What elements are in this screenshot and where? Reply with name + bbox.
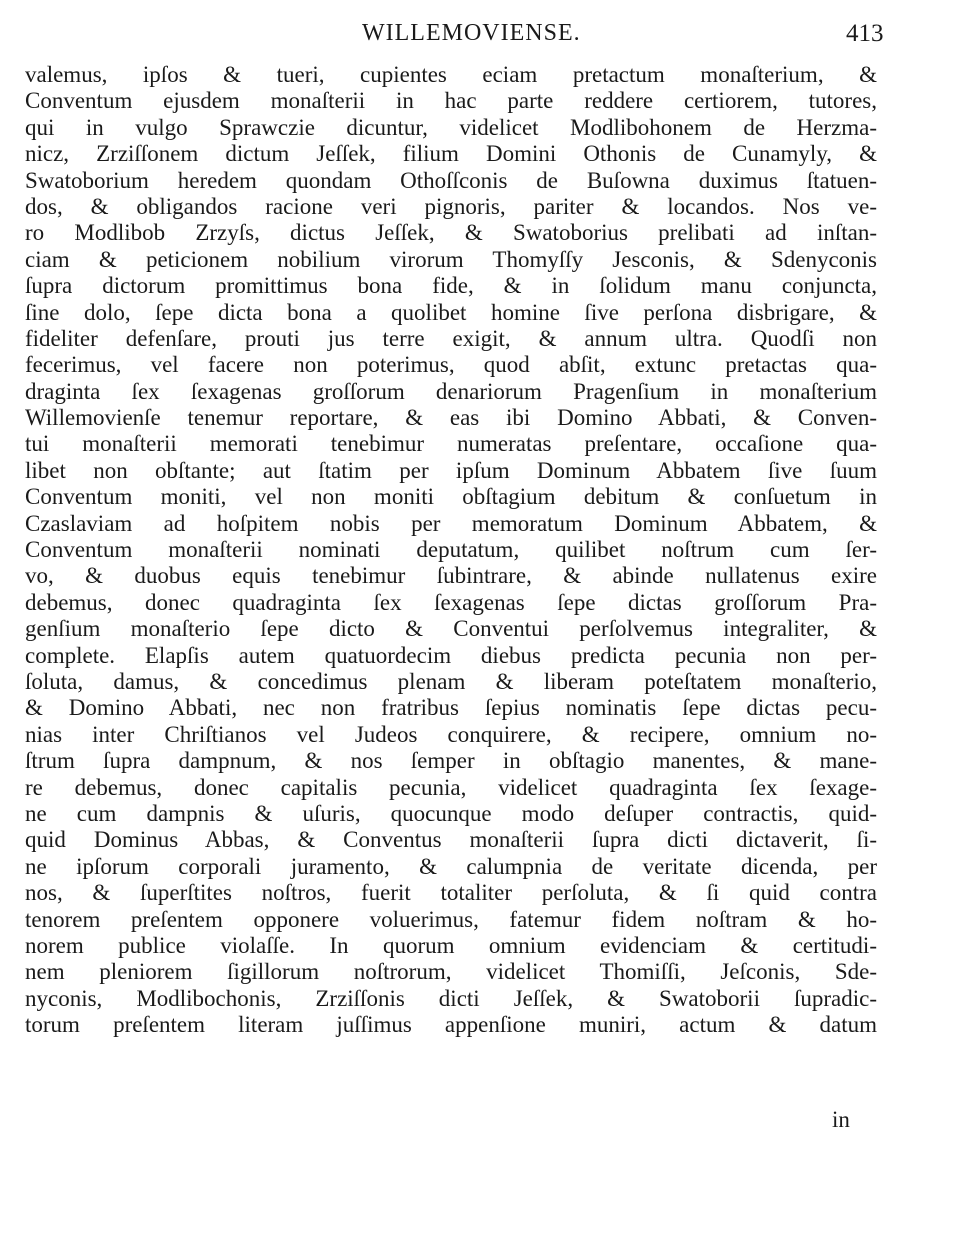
text-line: ne cum dampnis & uſuris, quocunque modo deſuper contractis, quid- <box>25 800 877 826</box>
text-line: ſoluta, damus, & concedimus plenam & liberam poteſtatem monaſterio, <box>25 668 877 694</box>
text-line: draginta ſex ſexagenas groſſorum denariorum Pragenſium in monaſterium <box>25 378 877 404</box>
text-line: Conventum ejusdem monaſterii in hac parte reddere certiorem, tutores, <box>25 88 877 114</box>
text-line: libet non obſtante; aut ſtatim per ipſum Dominum Abbatem ſive ſuum <box>25 457 877 483</box>
text-line: fideliter defenſare, prouti jus terre exigit, & annum ultra. Quodſi non <box>25 325 877 351</box>
text-line: genſium monaſterio ſepe dicto & Conventui perſolvemus integraliter, & <box>25 616 877 642</box>
text-line: nos, & ſuperſtites noſtros, fuerit totaliter perſoluta, & ſi quid contra <box>25 880 877 906</box>
text-line: qui in vulgo Sprawczie dicuntur, videlicet Modlibohonem de Herzma- <box>25 114 877 140</box>
text-line: & Domino Abbati, nec non fratribus ſepius nominatis ſepe dictas pecu- <box>25 695 877 721</box>
text-line: vo, & duobus equis tenebimur ſubintrare, & abinde nullatenus exire <box>25 563 877 589</box>
body-text <box>25 62 877 1038</box>
text-line: ſtrum ſupra dampnum, & nos ſemper in obſtagio manentes, & mane- <box>25 748 877 774</box>
text-line: ro Modlibob Zrzyſs, dictus Jeſſek, & Swatoborius prelibati ad inſtan- <box>25 220 877 246</box>
text-line: ne ipſorum corporali juramento, & calumpnia de veritate dicenda, per <box>25 853 877 879</box>
text-line: fecerimus, vel facere non poterimus, quod abſit, extunc pretactas qua- <box>25 352 877 378</box>
text-line: re debemus, donec capitalis pecunia, videlicet quadraginta ſex ſexage- <box>25 774 877 800</box>
page-number: 413 <box>846 20 884 47</box>
text-line: nias inter Chriſtianos vel Judeos conquirere, & recipere, omnium no- <box>25 721 877 747</box>
text-line: tenorem preſentem opponere voluerimus, fatemur fidem noſtram & ho- <box>25 906 877 932</box>
catchword: in <box>832 1107 850 1132</box>
text-line: tui monaſterii memorati tenebimur numeratas preſentare, occaſione qua- <box>25 431 877 457</box>
running-title: WILLEMOVIENSE. <box>362 20 581 46</box>
text-line: dos, & obligandos racione veri pignoris, pariter & locandos. Nos ve- <box>25 193 877 219</box>
text-line: Czaslaviam ad hoſpitem nobis per memoratum Dominum Abbatem, & <box>25 510 877 536</box>
text-line: Swatoborium heredem quondam Othoſſconis de Buſowna duximus ſtatuen- <box>25 167 877 193</box>
text-line: torum preſentem literam juſſimus appenſione muniri, actum & datum <box>25 1012 877 1038</box>
text-line: debemus, donec quadraginta ſex ſexagenas ſepe dictas groſſorum Pra- <box>25 589 877 615</box>
text-line: ſine dolo, ſepe dicta bona a quolibet homine ſive perſona disbrigare, & <box>25 299 877 325</box>
text-line: Willemovienſe tenemur reportare, & eas ibi Domino Abbati, & Conven- <box>25 405 877 431</box>
text-line: Conventum moniti, vel non moniti obſtagium debitum & conſuetum in <box>25 484 877 510</box>
text-line: norem publice violaſſe. In quorum omnium evidenciam & certitudi- <box>25 932 877 958</box>
text-line: quid Dominus Abbas, & Conventus monaſterii ſupra dicti dictaverit, ſi- <box>25 827 877 853</box>
text-line: complete. Elapſis autem quatuordecim diebus predicta pecunia non per- <box>25 642 877 668</box>
text-line: nicz, Zrziſſonem dictum Jeſſek, filium Domini Othonis de Cunamyly, & <box>25 141 877 167</box>
text-line: ciam & peticionem nobilium virorum Thomyſſy Jesconis, & Sdenyconis <box>25 246 877 272</box>
text-line: ſupra dictorum promittimus bona fide, & in ſolidum manu conjuncta, <box>25 273 877 299</box>
text-line: nyconis, Modlibochonis, Zrziſſonis dicti Jeſſek, & Swatoborii ſupradic- <box>25 985 877 1011</box>
running-head <box>0 20 960 50</box>
text-line: nem pleniorem ſigillorum noſtrorum, videlicet Thomiſſi, Jeſconis, Sde- <box>25 959 877 985</box>
text-line: valemus, ipſos & tueri, cupientes eciam pretactum monaſterium, & <box>25 62 877 87</box>
text-line: Conventum monaſterii nominati deputatum, quilibet noſtrum cum ſer- <box>25 537 877 563</box>
